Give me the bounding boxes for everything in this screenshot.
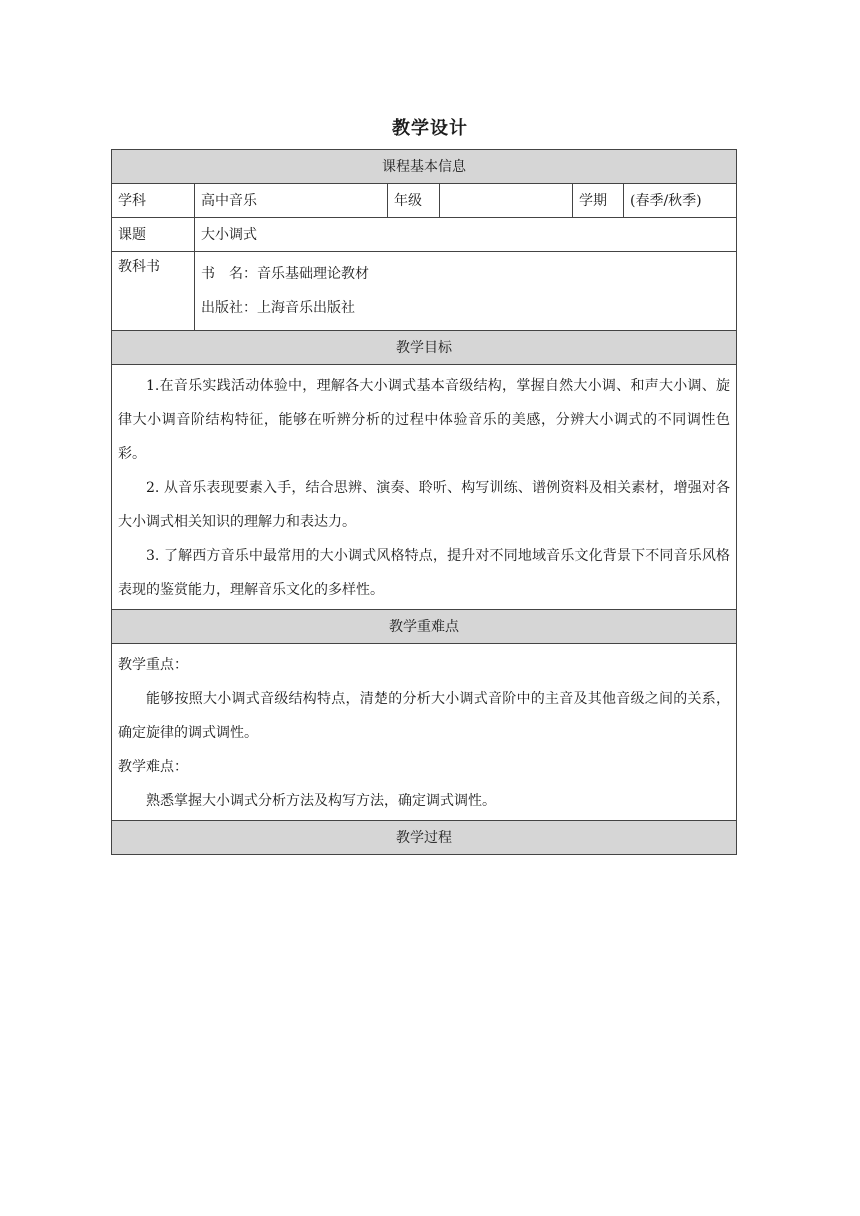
section-title: 课程基本信息 [112,150,737,184]
key-points-content [112,644,737,821]
grade-label: 年级 [388,184,440,218]
document-title: 教学设计 [392,118,468,139]
info-row-subject [112,184,737,218]
objective-paragraph: 2. 从音乐表现要素入手，结合思辨、演奏、聆听、构写训练、谱例资料及相关素材，增强对各大小调式相关知识的理解力和表达力。 [118,480,731,530]
textbook-label: 教科书 [112,252,195,331]
objectives-row [112,365,737,610]
section-header-objectives [112,331,737,365]
difficulty-label: 教学难点： [118,759,188,775]
subject-value: 高中音乐 [195,184,388,218]
info-row-textbook [112,252,737,331]
objective-paragraph: 3. 了解西方音乐中最常用的大小调式风格特点，提升对不同地域音乐文化背景下不同音乐风格表现的鉴赏能力，理解音乐文化的多样性。 [118,548,731,598]
subject-label: 学科 [112,184,195,218]
section-title: 教学过程 [112,821,737,855]
focus-label: 教学重点： [118,657,188,673]
topic-label: 课题 [112,218,195,252]
textbook-name: 书 名：音乐基础理论教材 [201,266,369,282]
section-header-basic-info [112,150,737,184]
objective-paragraph: 1.在音乐实践活动体验中，理解各大小调式基本音级结构，掌握自然大小调、和声大小调、旋律大小调音阶结构特征，能够在听辨分析的过程中体验音乐的美感，分辨大小调式的不同调性色彩。 [118,378,731,462]
section-title: 教学重难点 [112,610,737,644]
section-title: 教学目标 [112,331,737,365]
lesson-design-table [111,149,737,855]
focus-text: 能够按照大小调式音级结构特点，清楚的分析大小调式音阶中的主音及其他音级之间的关系，确定旋律的调式调性。 [118,691,731,741]
term-label: 学期 [573,184,624,218]
section-header-process [112,821,737,855]
section-header-key-points [112,610,737,644]
term-value: (春季/秋季) [624,184,737,218]
grade-value [440,184,573,218]
topic-value: 大小调式 [195,218,737,252]
difficulty-text: 熟悉掌握大小调式分析方法及构写方法，确定调式调性。 [146,793,496,809]
key-points-row [112,644,737,821]
objectives-content [112,365,737,610]
info-row-topic [112,218,737,252]
textbook-details [195,252,737,331]
textbook-publisher: 出版社：上海音乐出版社 [201,300,355,316]
